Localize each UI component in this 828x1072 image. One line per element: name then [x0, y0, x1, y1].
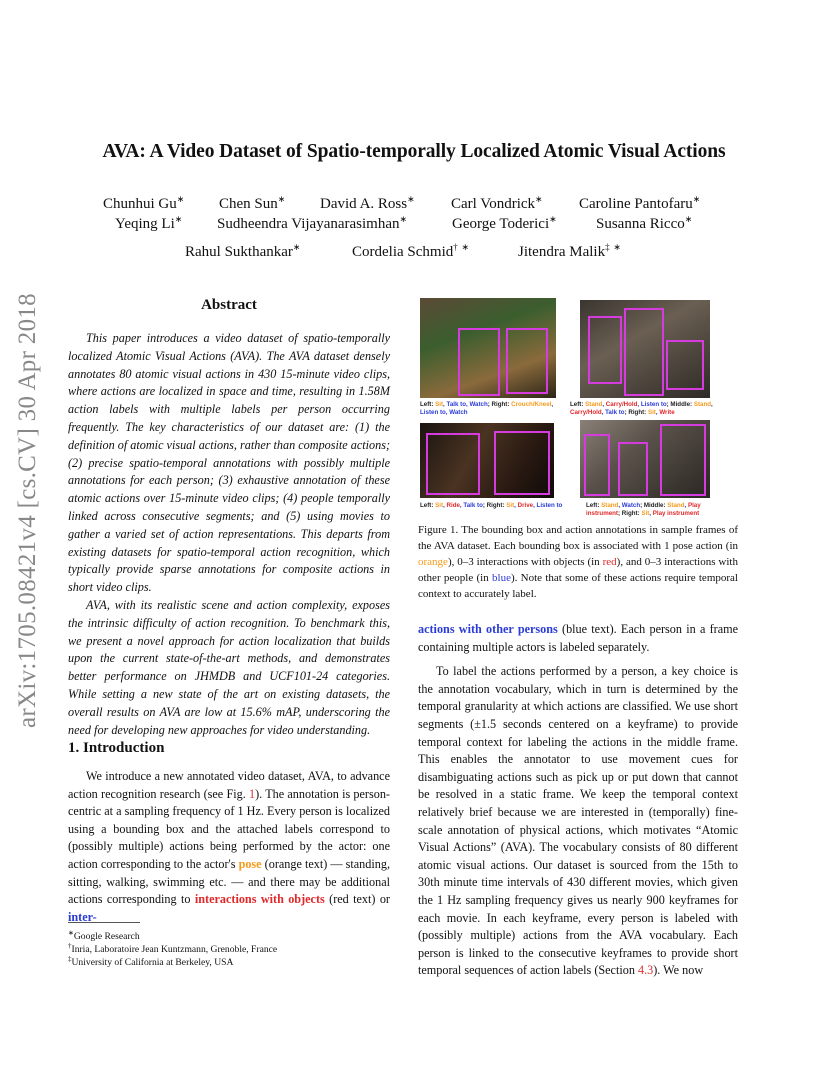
- footnote: ‡University of California at Berkeley, USA: [68, 955, 234, 969]
- body-paragraph: actions with other persons (blue text). Each person in a frame containing multiple actors is labeled separately.: [418, 622, 738, 654]
- abstract-body: [68, 330, 390, 739]
- section-heading: 1. Introduction: [68, 740, 165, 756]
- abstract-paragraph: AVA, with its realistic scene and action complexity, exposes the intrinsic difficulty of action recognition. To benchmark this, we present a novel approach for action localization that builds upon the current state-of-the-art methods, and demonstrates better performance on JHMDB and UCF101-24 categories. While setting a new state of the art on existing datasets, the overall results on AVA are low at 15.6% mAP, underscoring the need for developing new approaches for video understanding.: [68, 597, 390, 737]
- author: Chunhui Gu∗: [103, 194, 185, 212]
- frame-caption-3: Left: Sit, Ride, Talk to; Right: Sit, Drive, Listen to: [420, 502, 563, 509]
- video-frame-1: [420, 298, 556, 398]
- author: George Toderici∗: [452, 214, 557, 232]
- frame-caption-1: Left: Sit, Talk to, Watch; Right: Crouch/Kneel, Listen to, Watch: [420, 401, 554, 416]
- author: Rahul Sukthankar∗: [185, 242, 301, 260]
- paper-title: AVA: A Video Dataset of Spatio-temporally Localized Atomic Visual Actions: [102, 141, 726, 162]
- author: Yeqing Li∗: [115, 214, 183, 232]
- bounding-box: [666, 340, 704, 390]
- abstract-heading: Abstract: [201, 297, 257, 313]
- bounding-box: [426, 433, 480, 495]
- figure-caption: Figure 1. The bounding box and action annotations in sample frames of the AVA dataset. Each bounding box is associated with 1 pose action (in orange), 0–3 interactions with objects (in red), and 0–3 interactions with other people (in blue). Note that some of these actions require temporal context to accurately label.: [418, 524, 738, 600]
- video-frame-2: [580, 300, 710, 398]
- author: Sudheendra Vijayanarasimhan∗: [217, 214, 408, 232]
- frame-caption-2: Left: Stand, Carry/Hold, Listen to; Middle: Stand, Carry/Hold, Talk to; Right: Sit, Write: [570, 401, 713, 416]
- author: Cordelia Schmid† ∗: [352, 242, 470, 260]
- video-frame-3: [420, 423, 554, 498]
- author: Susanna Ricco∗: [596, 214, 693, 232]
- intro-body: [68, 768, 390, 926]
- bounding-box: [618, 442, 648, 496]
- objects-highlight: interactions with objects: [194, 892, 325, 907]
- author: Chen Sun∗: [219, 194, 286, 212]
- figure-link[interactable]: 1: [248, 786, 256, 801]
- author: Jitendra Malik‡ ∗: [518, 242, 621, 260]
- abstract-paragraph: This paper introduces a video dataset of spatio-temporally localized Atomic Visual Actions (AVA). The AVA dataset densely annotates 80 atomic visual actions in 430 15-minute video clips, where actions are localized in space and time, resulting in 1.58M action labels with multiple labels per person occurring frequently. The key characteristics of our dataset are: (1) the definition of atomic visual actions, rather than composite actions; (2) precise spatio-temporal annotations with possibly multiple annotations for each person; (3) exhaustive annotation of these atomic actions over 15-minute video clips; (4) people temporally linked across consecutive segments; and (5) using movies to gather a varied set of action representations. This departs from existing datasets for spatio-temporal action recognition, which typically provide sparse annotations for composite actions in short video clips.: [68, 331, 390, 595]
- pose-highlight: pose: [238, 856, 262, 871]
- bounding-box: [506, 328, 548, 394]
- persons-highlight: inter-: [68, 909, 97, 924]
- body-paragraph: To label the actions performed by a person, a key choice is the annotation vocabulary, which in turn is determined by the temporal granularity at which actions are classified. We use short segments (±1.5 seconds centered on a keyframe) to provide temporal context for labeling the actions in the middle frame. This enables the annotator to use movement cues for disambiguating actions such as pick up or put down that cannot be resolved in a static frame. We keep the temporal context relatively brief because we are interested in (temporally) fine-scale annotation of physical actions, which motivates “Atomic Visual Actions” (AVA). The vocabulary consists of 80 different atomic visual actions. Our dataset is sourced from the 15th to 30th minute time intervals of 430 different movies, which given the 1 Hz sampling frequency gives us nearly 900 keyframes for each movie. In each keyframe, every person is labeled with (possibly multiple) actions from the AVA vocabulary. Each person is linked to the consecutive keyframes to provide short temporal sequences of action labels (Section 4.3). We now: [418, 664, 738, 978]
- bounding-box: [624, 308, 664, 396]
- intro-paragraph: We introduce a new annotated video dataset, AVA, to advance action recognition research (see Fig. 1). The annotation is person-centric at a sampling frequency of 1 Hz. Every person is localized using a bounding box and the attached labels correspond to (possibly multiple) actions being performed by the actor: one action corresponding to the actor's pose (orange text) — standing, sitting, walking, swimming etc. — and there may be additional actions corresponding to interactions with objects (red text) or inter-: [68, 769, 390, 924]
- bounding-box: [660, 424, 706, 496]
- section-link[interactable]: 4.3: [637, 963, 654, 978]
- frame-caption-4: Left: Stand, Watch; Middle: Stand, Play instrument; Right: Sit, Play instrument: [586, 502, 701, 517]
- bounding-box: [458, 328, 500, 396]
- video-frame-4: [580, 420, 710, 498]
- author: David A. Ross∗: [320, 194, 415, 212]
- bounding-box: [588, 316, 622, 384]
- bounding-box: [494, 431, 550, 495]
- footnote-rule: [68, 922, 140, 923]
- author: Caroline Pantofaru∗: [579, 194, 701, 212]
- arxiv-sidebar: arXiv:1705.08421v4 [cs.CV] 30 Apr 2018: [14, 293, 41, 728]
- bounding-box: [584, 434, 610, 496]
- footnote: ∗Google Research: [68, 929, 140, 943]
- right-column-body: [418, 621, 738, 980]
- footnote: †Inria, Laboratoire Jean Kuntzmann, Grenoble, France: [68, 942, 278, 956]
- author: Carl Vondrick∗: [451, 194, 543, 212]
